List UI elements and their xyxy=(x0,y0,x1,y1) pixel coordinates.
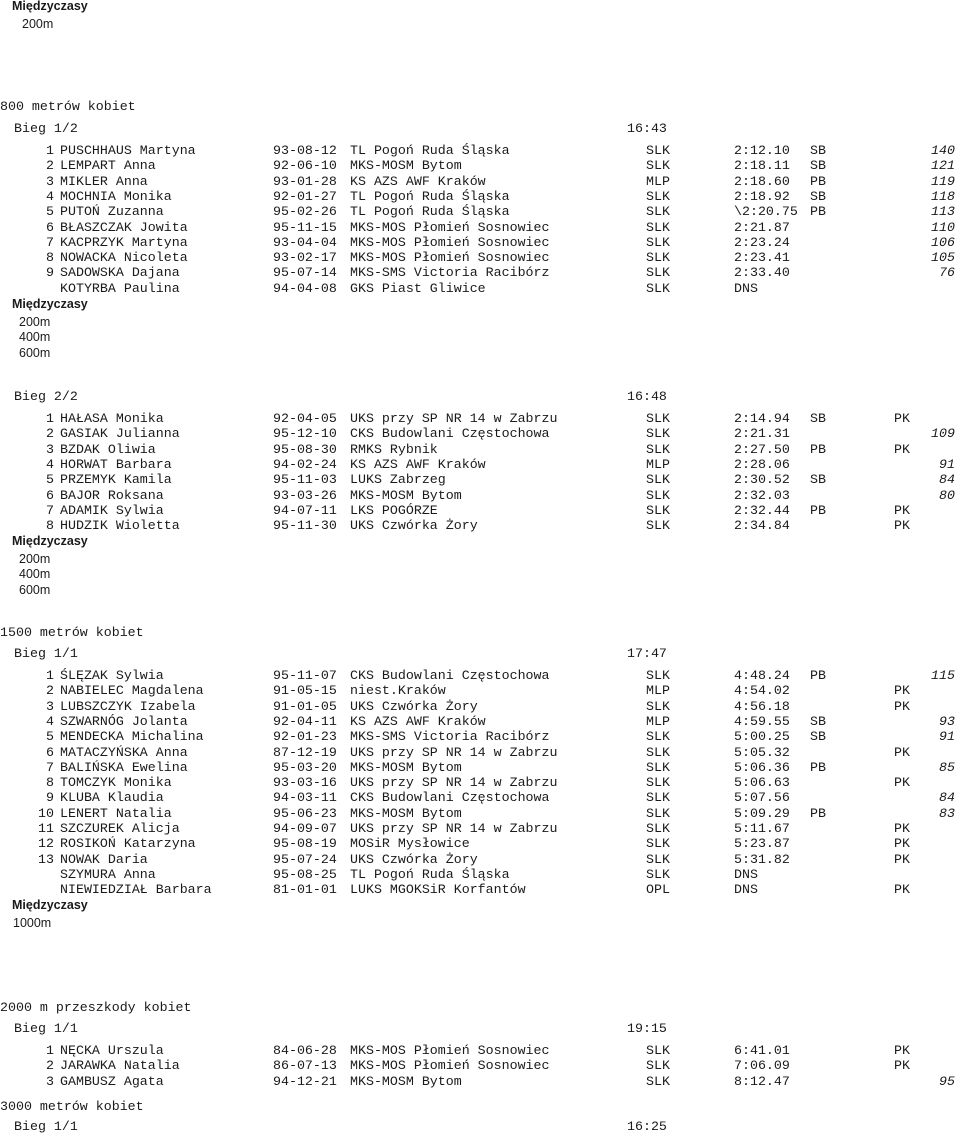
result-time: 2:12.10 xyxy=(734,143,790,158)
birth-date: 92-04-05 xyxy=(273,411,337,426)
result-time: DNS xyxy=(734,281,758,296)
birth-date: 91-01-05 xyxy=(273,699,337,714)
points: PK xyxy=(894,1043,910,1058)
result-place: 6 xyxy=(46,220,54,235)
athlete-name: JARAWKA Natalia xyxy=(60,1058,180,1073)
record-note: PB xyxy=(810,806,826,821)
birth-date: 87-12-19 xyxy=(273,745,337,760)
result-time: 5:09.29 xyxy=(734,806,790,821)
birth-date: 95-11-30 xyxy=(273,518,337,533)
region-code: SLK xyxy=(646,775,670,790)
heat-label: Bieg 1/2 xyxy=(14,121,78,136)
region-code: SLK xyxy=(646,220,670,235)
result-place: 8 xyxy=(46,775,54,790)
points: 118 xyxy=(931,189,955,204)
athlete-name: PUTOŃ Zuzanna xyxy=(60,204,164,219)
birth-date: 93-03-16 xyxy=(273,775,337,790)
top-splits-label: Międzyczasy xyxy=(12,0,88,13)
result-place: 5 xyxy=(46,204,54,219)
result-time: 5:11.67 xyxy=(734,821,790,836)
result-time: DNS xyxy=(734,882,758,897)
result-time: 2:32.03 xyxy=(734,488,790,503)
birth-date: 95-06-23 xyxy=(273,806,337,821)
result-place: 2 xyxy=(46,1058,54,1073)
athlete-name: NIEWIEDZIAŁ Barbara xyxy=(60,882,212,897)
points: 119 xyxy=(931,174,955,189)
result-place: 5 xyxy=(46,729,54,744)
birth-date: 95-11-15 xyxy=(273,220,337,235)
result-time: DNS xyxy=(734,867,758,882)
result-time: 6:41.01 xyxy=(734,1043,790,1058)
points: 85 xyxy=(939,760,955,775)
athlete-name: KLUBA Klaudia xyxy=(60,790,164,805)
region-code: SLK xyxy=(646,411,670,426)
region-code: SLK xyxy=(646,143,670,158)
region-code: SLK xyxy=(646,1043,670,1058)
points: PK xyxy=(894,821,910,836)
record-note: SB xyxy=(810,472,826,487)
club-name: MKS-MOSM Bytom xyxy=(350,760,462,775)
club-name: TL Pogoń Ruda Śląska xyxy=(350,189,510,204)
club-name: RMKS Rybnik xyxy=(350,442,438,457)
club-name: MKS-MOSM Bytom xyxy=(350,158,462,173)
result-time: 5:00.25 xyxy=(734,729,790,744)
athlete-name: GAMBUSZ Agata xyxy=(60,1074,164,1089)
region-code: SLK xyxy=(646,189,670,204)
result-time: 2:21.87 xyxy=(734,220,790,235)
birth-date: 92-06-10 xyxy=(273,158,337,173)
result-time: 4:56.18 xyxy=(734,699,790,714)
club-name: UKS przy SP NR 14 w Zabrzu xyxy=(350,775,558,790)
athlete-name: SZYMURA Anna xyxy=(60,867,156,882)
event-title: 1500 metrów kobiet xyxy=(0,625,144,640)
birth-date: 84-06-28 xyxy=(273,1043,337,1058)
birth-date: 95-08-25 xyxy=(273,867,337,882)
result-time: 2:34.84 xyxy=(734,518,790,533)
points: 91 xyxy=(939,457,955,472)
heat-label: Bieg 1/1 xyxy=(14,1021,78,1036)
result-place: 2 xyxy=(46,158,54,173)
splits-label: Międzyczasy xyxy=(12,534,88,548)
club-name: MKS-MOS Płomień Sosnowiec xyxy=(350,1058,550,1073)
result-time: 5:06.63 xyxy=(734,775,790,790)
region-code: SLK xyxy=(646,503,670,518)
result-place: 2 xyxy=(46,426,54,441)
result-place: 8 xyxy=(46,518,54,533)
result-time: 2:18.60 xyxy=(734,174,790,189)
club-name: CKS Budowlani Częstochowa xyxy=(350,668,550,683)
record-note: SB xyxy=(810,189,826,204)
club-name: MKS-MOS Płomień Sosnowiec xyxy=(350,235,550,250)
result-time: \2:20.75 xyxy=(734,204,798,219)
athlete-name: HUDZIK Wioletta xyxy=(60,518,180,533)
result-place: 2 xyxy=(46,683,54,698)
club-name: MKS-SMS Victoria Racibórz xyxy=(350,265,550,280)
region-code: SLK xyxy=(646,158,670,173)
club-name: MOSiR Mysłowice xyxy=(350,836,470,851)
athlete-name: BALIŃSKA Ewelina xyxy=(60,760,188,775)
points: 84 xyxy=(939,472,955,487)
club-name: TL Pogoń Ruda Śląska xyxy=(350,867,510,882)
result-place: 4 xyxy=(46,457,54,472)
club-name: MKS-SMS Victoria Racibórz xyxy=(350,729,550,744)
result-place: 7 xyxy=(46,235,54,250)
heat-time: 19:15 xyxy=(627,1021,667,1036)
result-place: 12 xyxy=(38,836,54,851)
athlete-name: HAŁASA Monika xyxy=(60,411,164,426)
points: PK xyxy=(894,745,910,760)
result-place: 1 xyxy=(46,668,54,683)
club-name: TL Pogoń Ruda Śląska xyxy=(350,143,510,158)
points: 113 xyxy=(931,204,955,219)
birth-date: 95-03-20 xyxy=(273,760,337,775)
points: PK xyxy=(894,683,910,698)
athlete-name: BŁASZCZAK Jowita xyxy=(60,220,188,235)
club-name: UKS przy SP NR 14 w Zabrzu xyxy=(350,745,558,760)
club-name: MKS-MOS Płomień Sosnowiec xyxy=(350,220,550,235)
region-code: SLK xyxy=(646,699,670,714)
event-title: 2000 m przeszkody kobiet xyxy=(0,1000,192,1015)
record-note: PB xyxy=(810,668,826,683)
birth-date: 95-12-10 xyxy=(273,426,337,441)
birth-date: 94-04-08 xyxy=(273,281,337,296)
result-time: 2:21.31 xyxy=(734,426,790,441)
birth-date: 95-08-19 xyxy=(273,836,337,851)
record-note: PB xyxy=(810,503,826,518)
club-name: MKS-MOSM Bytom xyxy=(350,1074,462,1089)
result-time: 5:06.36 xyxy=(734,760,790,775)
birth-date: 95-11-07 xyxy=(273,668,337,683)
club-name: TL Pogoń Ruda Śląska xyxy=(350,204,510,219)
region-code: SLK xyxy=(646,488,670,503)
athlete-name: BZDAK Oliwia xyxy=(60,442,156,457)
result-place: 4 xyxy=(46,189,54,204)
points: 84 xyxy=(939,790,955,805)
region-code: SLK xyxy=(646,668,670,683)
athlete-name: LEMPART Anna xyxy=(60,158,156,173)
club-name: KS AZS AWF Kraków xyxy=(350,457,486,472)
heat-time: 17:47 xyxy=(627,646,667,661)
birth-date: 95-07-24 xyxy=(273,852,337,867)
region-code: MLP xyxy=(646,174,670,189)
result-time: 2:33.40 xyxy=(734,265,790,280)
athlete-name: MIKLER Anna xyxy=(60,174,148,189)
result-time: 2:18.92 xyxy=(734,189,790,204)
result-place: 7 xyxy=(46,760,54,775)
points: 115 xyxy=(931,668,955,683)
points: 106 xyxy=(931,235,955,250)
points: PK xyxy=(894,836,910,851)
result-time: 5:23.87 xyxy=(734,836,790,851)
split-distance: 600m xyxy=(19,346,51,360)
split-distance: 1000m xyxy=(13,916,52,930)
club-name: GKS Piast Gliwice xyxy=(350,281,486,296)
athlete-name: SZWARNÓG Jolanta xyxy=(60,714,188,729)
athlete-name: MENDECKA Michalina xyxy=(60,729,204,744)
record-note: PB xyxy=(810,174,826,189)
result-time: 4:59.55 xyxy=(734,714,790,729)
club-name: MKS-MOSM Bytom xyxy=(350,806,462,821)
athlete-name: MOCHNIA Monika xyxy=(60,189,172,204)
athlete-name: PRZEMYK Kamila xyxy=(60,472,172,487)
region-code: SLK xyxy=(646,472,670,487)
athlete-name: TOMCZYK Monika xyxy=(60,775,172,790)
result-place: 8 xyxy=(46,250,54,265)
top-split-200m: 200m xyxy=(22,17,54,31)
region-code: SLK xyxy=(646,1074,670,1089)
region-code: SLK xyxy=(646,745,670,760)
region-code: SLK xyxy=(646,518,670,533)
club-name: UKS Czwórka Żory xyxy=(350,518,478,533)
birth-date: 92-04-11 xyxy=(273,714,337,729)
club-name: CKS Budowlani Częstochowa xyxy=(350,790,550,805)
athlete-name: SZCZUREK Alicja xyxy=(60,821,180,836)
club-name: KS AZS AWF Kraków xyxy=(350,714,486,729)
birth-date: 94-09-07 xyxy=(273,821,337,836)
athlete-name: NOWACKA Nicoleta xyxy=(60,250,188,265)
club-name: UKS przy SP NR 14 w Zabrzu xyxy=(350,411,558,426)
birth-date: 93-03-26 xyxy=(273,488,337,503)
athlete-name: SADOWSKA Dajana xyxy=(60,265,180,280)
result-time: 4:54.02 xyxy=(734,683,790,698)
heat-time: 16:25 xyxy=(627,1119,667,1134)
result-place: 9 xyxy=(46,265,54,280)
points: 91 xyxy=(939,729,955,744)
birth-date: 86-07-13 xyxy=(273,1058,337,1073)
athlete-name: HORWAT Barbara xyxy=(60,457,172,472)
result-time: 2:32.44 xyxy=(734,503,790,518)
region-code: SLK xyxy=(646,265,670,280)
birth-date: 93-08-12 xyxy=(273,143,337,158)
event-title: 3000 metrów kobiet xyxy=(0,1099,144,1114)
heat-label: Bieg 2/2 xyxy=(14,389,78,404)
result-time: 8:12.47 xyxy=(734,1074,790,1089)
splits-label: Międzyczasy xyxy=(12,297,88,311)
points: 140 xyxy=(931,143,955,158)
athlete-name: ŚLĘZAK Sylwia xyxy=(60,668,164,683)
result-place: 3 xyxy=(46,1074,54,1089)
result-time: 7:06.09 xyxy=(734,1058,790,1073)
record-note: PB xyxy=(810,204,826,219)
athlete-name: GASIAK Julianna xyxy=(60,426,180,441)
points: PK xyxy=(894,518,910,533)
athlete-name: PUSCHHAUS Martyna xyxy=(60,143,196,158)
birth-date: 95-07-14 xyxy=(273,265,337,280)
points: PK xyxy=(894,852,910,867)
points: 109 xyxy=(931,426,955,441)
result-time: 2:30.52 xyxy=(734,472,790,487)
region-code: SLK xyxy=(646,821,670,836)
result-time: 2:23.24 xyxy=(734,235,790,250)
birth-date: 94-12-21 xyxy=(273,1074,337,1089)
split-distance: 600m xyxy=(19,583,51,597)
record-note: SB xyxy=(810,411,826,426)
athlete-name: NĘCKA Urszula xyxy=(60,1043,164,1058)
club-name: CKS Budowlani Częstochowa xyxy=(350,426,550,441)
result-time: 5:05.32 xyxy=(734,745,790,760)
club-name: UKS Czwórka Żory xyxy=(350,852,478,867)
result-place: 1 xyxy=(46,411,54,426)
points: PK xyxy=(894,699,910,714)
athlete-name: NOWAK Daria xyxy=(60,852,148,867)
birth-date: 93-02-17 xyxy=(273,250,337,265)
athlete-name: MATACZYŃSKA Anna xyxy=(60,745,188,760)
birth-date: 93-04-04 xyxy=(273,235,337,250)
region-code: SLK xyxy=(646,281,670,296)
athlete-name: ROSIKOŃ Katarzyna xyxy=(60,836,196,851)
result-place: 1 xyxy=(46,1043,54,1058)
heat-label: Bieg 1/1 xyxy=(14,1119,78,1134)
result-place: 3 xyxy=(46,174,54,189)
record-note: SB xyxy=(810,143,826,158)
split-distance: 200m xyxy=(19,315,51,329)
points: PK xyxy=(894,442,910,457)
result-place: 11 xyxy=(38,821,54,836)
athlete-name: BAJOR Roksana xyxy=(60,488,164,503)
region-code: SLK xyxy=(646,790,670,805)
points: 110 xyxy=(931,220,955,235)
points: PK xyxy=(894,882,910,897)
club-name: MKS-MOS Płomień Sosnowiec xyxy=(350,250,550,265)
club-name: LUKS MGOKSiR Korfantów xyxy=(350,882,526,897)
result-place: 6 xyxy=(46,488,54,503)
region-code: MLP xyxy=(646,683,670,698)
record-note: PB xyxy=(810,760,826,775)
birth-date: 94-07-11 xyxy=(273,503,337,518)
points: PK xyxy=(894,1058,910,1073)
birth-date: 95-11-03 xyxy=(273,472,337,487)
birth-date: 95-02-26 xyxy=(273,204,337,219)
region-code: SLK xyxy=(646,806,670,821)
result-place: 3 xyxy=(46,699,54,714)
region-code: MLP xyxy=(646,714,670,729)
region-code: MLP xyxy=(646,457,670,472)
result-place: 13 xyxy=(38,852,54,867)
club-name: MKS-MOSM Bytom xyxy=(350,488,462,503)
result-place: 6 xyxy=(46,745,54,760)
region-code: SLK xyxy=(646,204,670,219)
result-place: 1 xyxy=(46,143,54,158)
result-place: 5 xyxy=(46,472,54,487)
club-name: KS AZS AWF Kraków xyxy=(350,174,486,189)
result-time: 2:18.11 xyxy=(734,158,790,173)
result-time: 2:28.06 xyxy=(734,457,790,472)
birth-date: 91-05-15 xyxy=(273,683,337,698)
result-place: 7 xyxy=(46,503,54,518)
heat-time: 16:48 xyxy=(627,389,667,404)
points: 93 xyxy=(939,714,955,729)
birth-date: 81-01-01 xyxy=(273,882,337,897)
birth-date: 92-01-27 xyxy=(273,189,337,204)
club-name: LKS POGÓRZE xyxy=(350,503,438,518)
points: PK xyxy=(894,775,910,790)
split-distance: 400m xyxy=(19,567,51,581)
club-name: UKS przy SP NR 14 w Zabrzu xyxy=(350,821,558,836)
athlete-name: NABIELEC Magdalena xyxy=(60,683,204,698)
birth-date: 94-02-24 xyxy=(273,457,337,472)
points: 83 xyxy=(939,806,955,821)
region-code: SLK xyxy=(646,836,670,851)
club-name: LUKS Zabrzeg xyxy=(350,472,446,487)
birth-date: 94-03-11 xyxy=(273,790,337,805)
split-distance: 200m xyxy=(19,552,51,566)
result-place: 3 xyxy=(46,442,54,457)
record-note: SB xyxy=(810,729,826,744)
result-time: 2:27.50 xyxy=(734,442,790,457)
record-note: SB xyxy=(810,158,826,173)
region-code: OPL xyxy=(646,882,670,897)
result-time: 5:31.82 xyxy=(734,852,790,867)
points: 80 xyxy=(939,488,955,503)
athlete-name: KACPRZYK Martyna xyxy=(60,235,188,250)
points: 76 xyxy=(939,265,955,280)
result-place: 9 xyxy=(46,790,54,805)
athlete-name: LUBSZCZYK Izabela xyxy=(60,699,196,714)
region-code: SLK xyxy=(646,426,670,441)
region-code: SLK xyxy=(646,867,670,882)
event-title: 800 metrów kobiet xyxy=(0,99,136,114)
result-place: 4 xyxy=(46,714,54,729)
result-time: 4:48.24 xyxy=(734,668,790,683)
region-code: SLK xyxy=(646,729,670,744)
club-name: MKS-MOS Płomień Sosnowiec xyxy=(350,1043,550,1058)
athlete-name: KOTYRBA Paulina xyxy=(60,281,180,296)
region-code: SLK xyxy=(646,442,670,457)
result-place: 10 xyxy=(38,806,54,821)
split-distance: 400m xyxy=(19,330,51,344)
points: 105 xyxy=(931,250,955,265)
birth-date: 92-01-23 xyxy=(273,729,337,744)
region-code: SLK xyxy=(646,852,670,867)
result-time: 2:14.94 xyxy=(734,411,790,426)
points: PK xyxy=(894,503,910,518)
club-name: niest.Kraków xyxy=(350,683,446,698)
region-code: SLK xyxy=(646,760,670,775)
birth-date: 95-08-30 xyxy=(273,442,337,457)
athlete-name: LENERT Natalia xyxy=(60,806,172,821)
points: PK xyxy=(894,411,910,426)
region-code: SLK xyxy=(646,250,670,265)
region-code: SLK xyxy=(646,1058,670,1073)
region-code: SLK xyxy=(646,235,670,250)
result-time: 2:23.41 xyxy=(734,250,790,265)
heat-label: Bieg 1/1 xyxy=(14,646,78,661)
points: 95 xyxy=(939,1074,955,1089)
result-time: 5:07.56 xyxy=(734,790,790,805)
club-name: UKS Czwórka Żory xyxy=(350,699,478,714)
points: 121 xyxy=(931,158,955,173)
splits-label: Międzyczasy xyxy=(12,898,88,912)
record-note: SB xyxy=(810,714,826,729)
birth-date: 93-01-28 xyxy=(273,174,337,189)
heat-time: 16:43 xyxy=(627,121,667,136)
record-note: PB xyxy=(810,442,826,457)
athlete-name: ADAMIK Sylwia xyxy=(60,503,164,518)
